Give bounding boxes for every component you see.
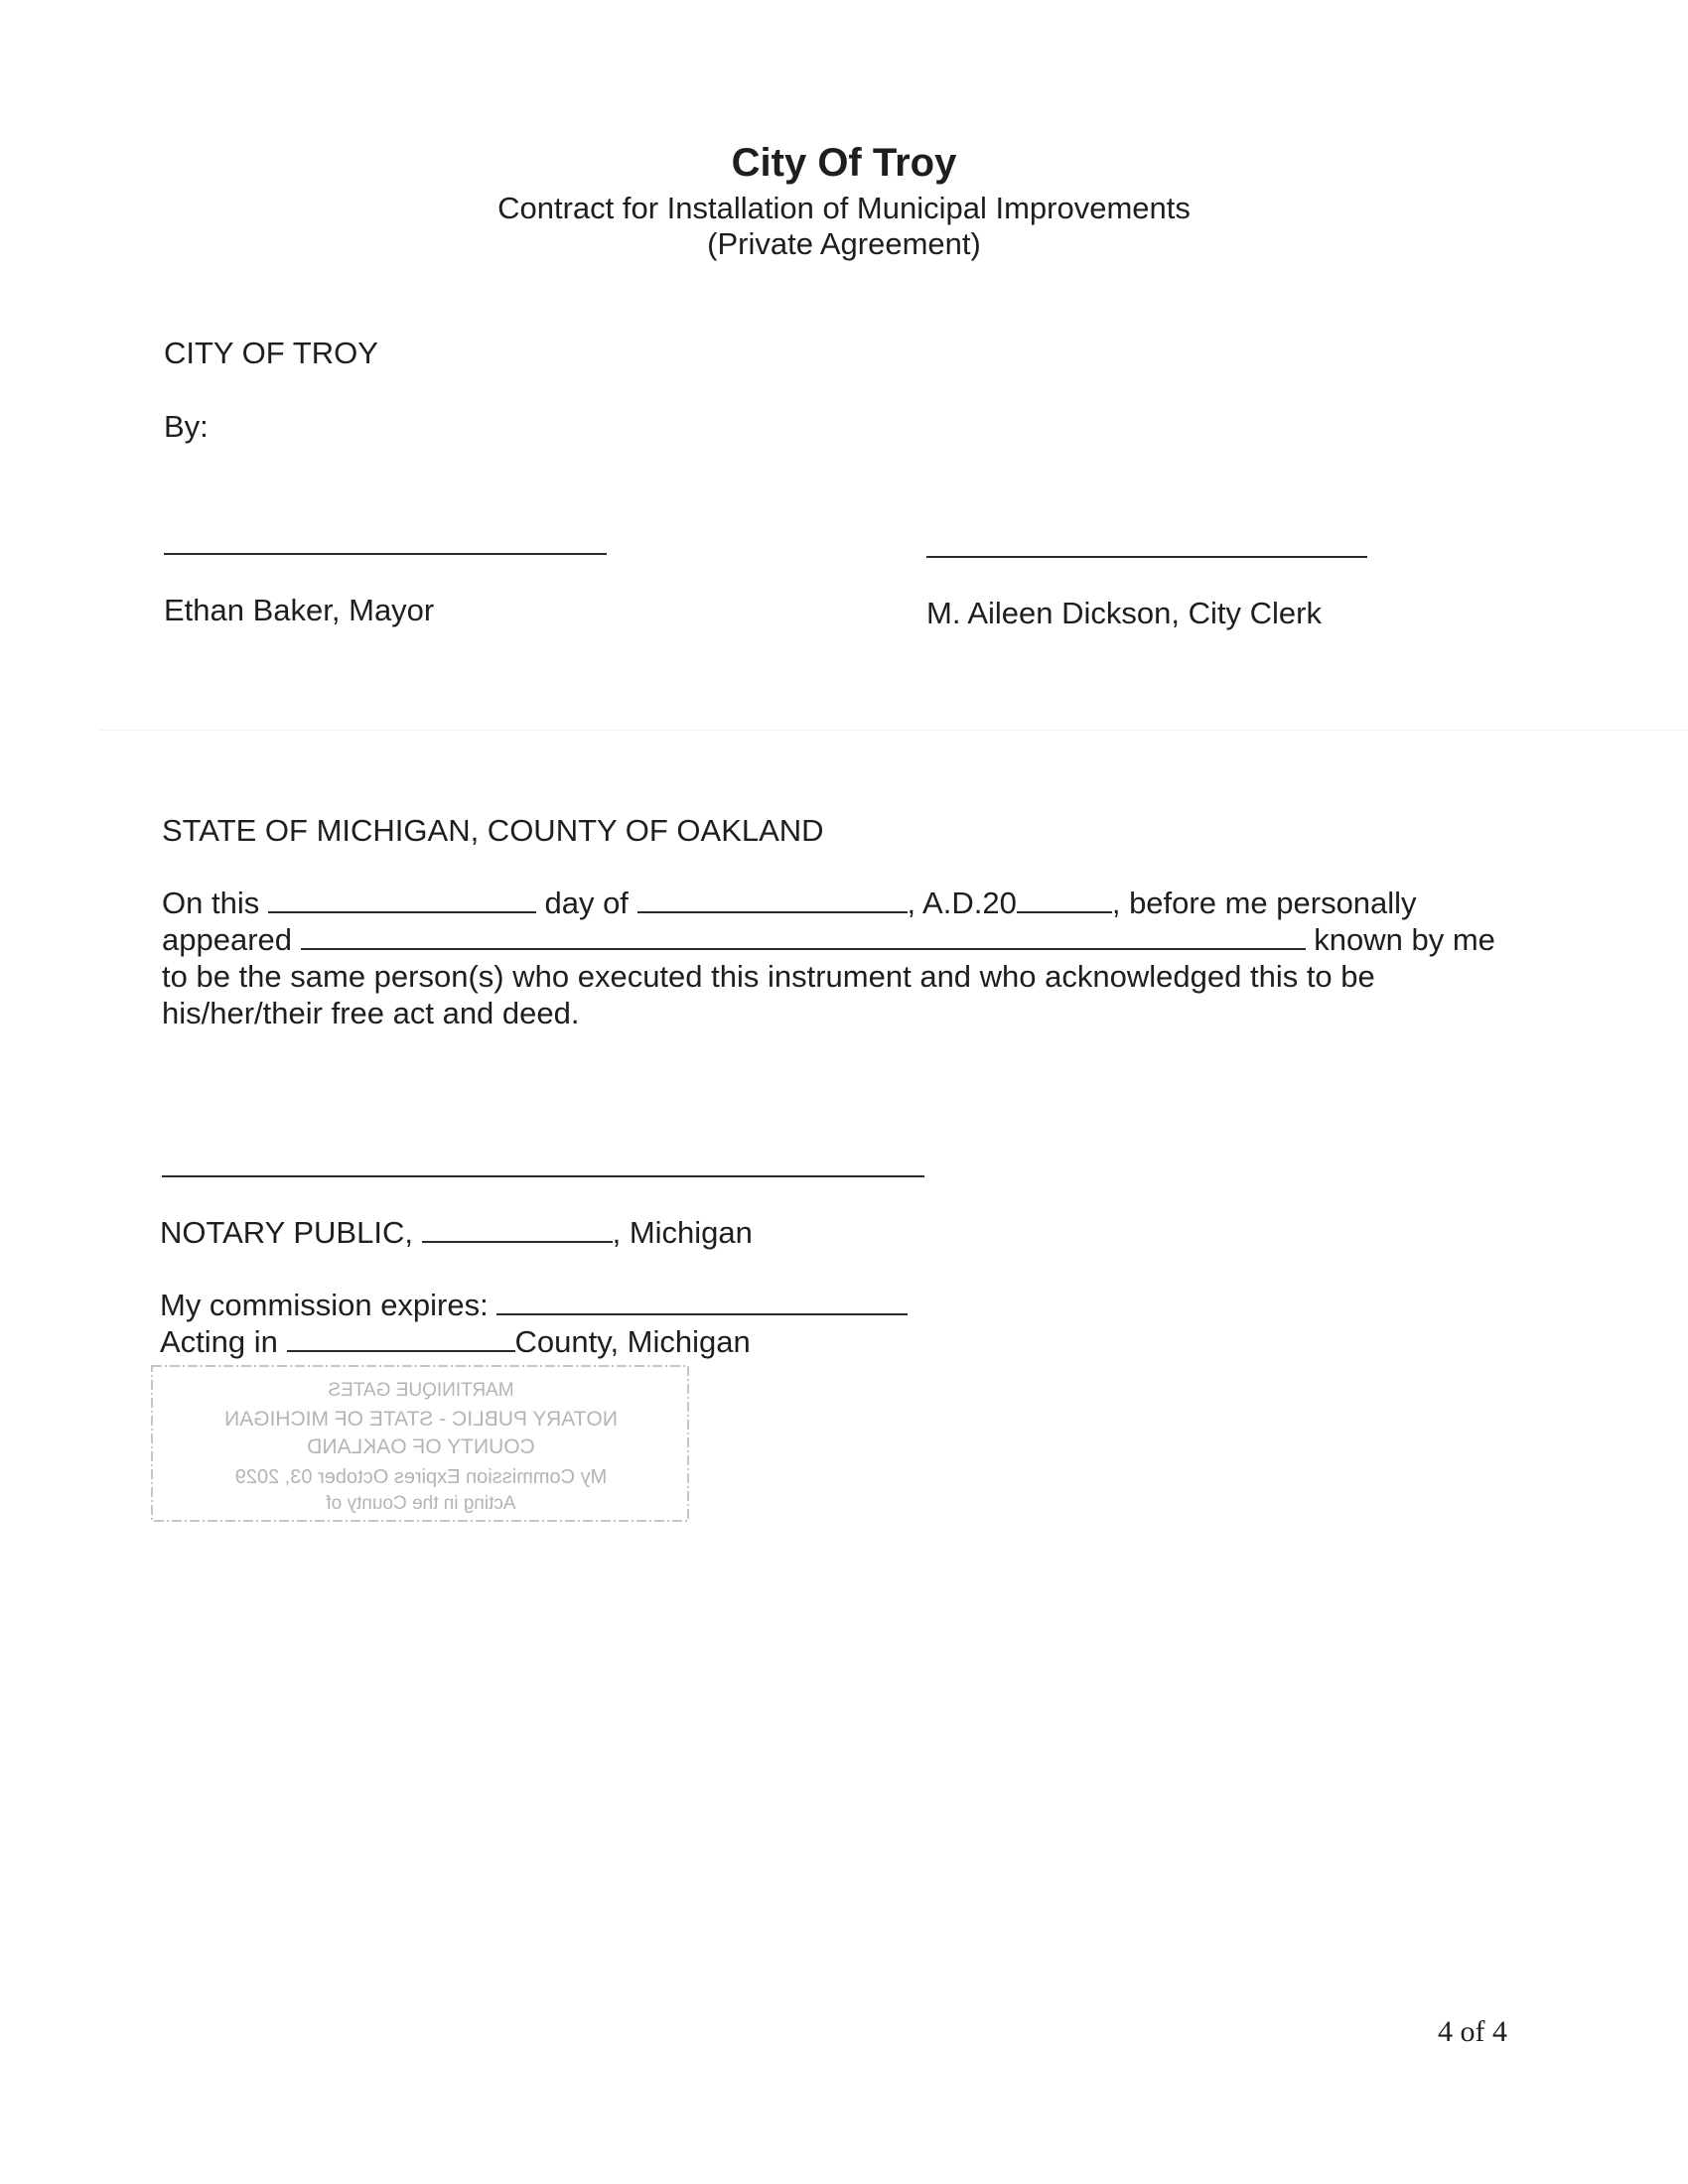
entity-name: CITY OF TROY [164, 336, 378, 370]
ad-label: , A.D.20 [907, 886, 1017, 920]
known-by-me-label: known by me [1314, 922, 1495, 957]
notary-public-label: NOTARY PUBLIC, [160, 1215, 413, 1250]
scan-fold-line [99, 730, 1688, 731]
notary-county-blank [422, 1215, 613, 1243]
day-blank [268, 886, 536, 913]
stamp-line-3: COUNTY OF OAKLAND [307, 1435, 535, 1458]
appeared-blank [301, 922, 1306, 950]
year-blank [1017, 886, 1112, 913]
document-subtitle: Contract for Installation of Municipal Improvements [497, 191, 1191, 225]
day-of-label: day of [544, 886, 629, 920]
acknowledgment-line-1 [162, 886, 1417, 921]
month-blank [637, 886, 908, 913]
notary-stamp [149, 1360, 693, 1531]
commission-line [160, 1288, 908, 1323]
notary-state-label: , Michigan [612, 1215, 753, 1250]
acknowledgment-line-2 [162, 922, 1495, 958]
acting-county-blank [287, 1324, 515, 1352]
commission-expires-label: My commission expires: [160, 1288, 489, 1322]
clerk-signature-line [926, 556, 1367, 558]
personally-label: , before me personally [1111, 886, 1417, 920]
stamp-line-2: NOTARY PUBLIC - STATE OF MICHIGAN [224, 1408, 618, 1431]
page-number: 4 of 4 [1438, 2015, 1507, 2048]
county-michigan-label: County, Michigan [514, 1324, 751, 1359]
on-this-label: On this [162, 886, 260, 920]
mayor-signature-line [164, 553, 607, 555]
by-label: By: [164, 409, 209, 444]
venue-heading: STATE OF MICHIGAN, COUNTY OF OAKLAND [162, 813, 824, 848]
clerk-signatory-name: M. Aileen Dickson, City Clerk [926, 596, 1322, 630]
acting-in-label: Acting in [160, 1324, 278, 1359]
appeared-label: appeared [162, 922, 293, 957]
acting-in-line [160, 1324, 751, 1360]
acknowledgment-line-3: to be the same person(s) who executed this instrument and who acknowledged this to be [162, 959, 1375, 994]
stamp-line-1: MARTINIQUE GATES [328, 1380, 514, 1401]
stamp-line-4: My Commission Expires October 03, 2029 [234, 1466, 608, 1488]
document-subtitle-agreement-type: (Private Agreement) [707, 226, 981, 261]
document-title: City Of Troy [731, 141, 957, 185]
mayor-signatory-name: Ethan Baker, Mayor [164, 593, 435, 627]
stamp-line-5: Acting in the County of [326, 1493, 516, 1514]
notary-signature-line [162, 1175, 924, 1177]
notary-public-line [160, 1215, 753, 1251]
acknowledgment-line-4: his/her/their free act and deed. [162, 996, 580, 1030]
commission-expires-blank [496, 1288, 908, 1315]
